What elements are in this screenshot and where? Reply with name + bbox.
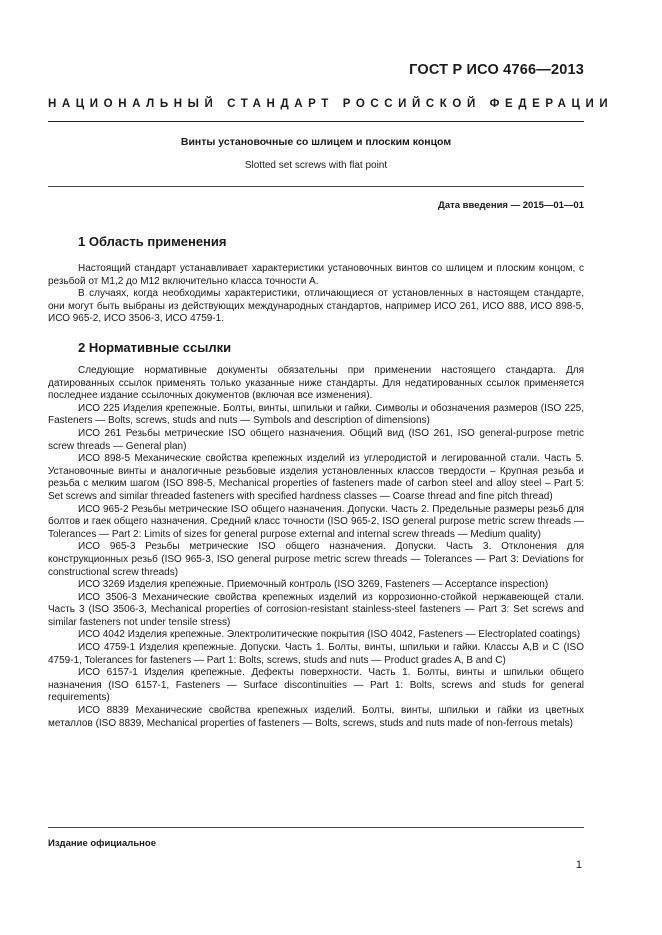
reference-item: ИСО 6157-1 Изделия крепежные. Дефекты поверхности. Часть 1. Болты, винты и шпильки общего назначения (ISO 6157-1, Fasteners — Surface discontinuities — Part 1: Bolts, screws and studs for general requirements): [48, 667, 584, 704]
paragraph: Настоящий стандарт устанавливает характеристики установочных винтов со шлицем и плоским концом, с резьбой от М1,2 до М12 включительно класса точности А.: [48, 263, 584, 287]
national-standard-heading: НАЦИОНАЛЬНЫЙ СТАНДАРТ РОССИЙСКОЙ ФЕДЕРАЦИИ: [48, 98, 614, 110]
page-number: 1: [575, 859, 582, 871]
reference-item: ИСО 225 Изделия крепежные. Болты, винты, шпильки и гайки. Символы и обозначения размеров (ISO 225, Fasteners — Bolts, screws, studs and nuts — Symbols and description of dimensions): [48, 402, 584, 427]
header-divider: [48, 121, 584, 122]
reference-item: ИСО 8839 Механические свойства крепежных изделий. Болты, винты, шпильки и гайки из цветных металлов (ISO 8839, Mechanical properties of fasteners — Bolts, screws, studs and nuts made of non-ferrous metals): [48, 705, 584, 729]
section-1-body: [48, 263, 584, 326]
paragraph: В случаях, когда необходимы характеристики, отличающиеся от установленных в настоящем стандарте, они могут быть выбраны из действующих международных стандартов, например ИСО 261, ИСО 888, ИСО 898-5, ИСО 965-2, ИСО 3506-3, ИСО 4759-1.: [48, 288, 584, 325]
introduction-date: Дата введения — 2015—01—01: [438, 200, 584, 211]
section-1-heading: 1 Область применения: [78, 234, 227, 249]
footer-divider: [48, 827, 584, 828]
section-2-body: [48, 365, 584, 730]
reference-item: ИСО 3269 Изделия крепежные. Приемочный контроль (ISO 3269, Fasteners — Acceptance inspection): [78, 579, 549, 591]
title-divider: [48, 186, 584, 187]
standard-number: ГОСТ Р ИСО 4766—2013: [409, 62, 584, 78]
reference-item: ИСО 898-5 Механические свойства крепежных изделий из углеродистой и легированной стали. Часть 5. Установочные винты и аналогичные резьбовые изделия установленных классов твердости – Крупная резьба и резьба с мелким шагом (ISO 898-5, Mechanical properties of fasteners made of carbon steel and alloy steel – Part 5: Set screws and similar threaded fasteners with specified hardness classes — Coarse thread and fine pitch thread): [48, 453, 584, 502]
document-title-ru: Винты установочные со шлицем и плоским концом: [180, 136, 452, 148]
reference-item: ИСО 3506-3 Механические свойства крепежных изделий из коррозионно-стойкой нержавеющей стали. Часть 3 (ISO 3506-3, Mechanical properties of corrosion-resistant stainless-steel fasteners — Part 3: Set screws and similar fasteners not under tensile stress): [48, 591, 584, 628]
reference-item: ИСО 965-3 Резьбы метрические ISO общего назначения. Допуски. Часть 3. Отклонения для конструкционных резьб (ISO 965-3, ISO general purpose metric screw threads — Tolerances — Part 3: Deviations for constructional screw threads): [48, 541, 584, 578]
reference-item: ИСО 4759-1 Изделия крепежные. Допуски. Часть 1. Болты, винты, шпильки и гайки. Классы A,B и C (ISO 4759-1, Tolerances for fasteners — Part 1: Bolts, screws, studs and nuts — Product grades A, B and C): [48, 642, 584, 666]
reference-item: ИСО 965-2 Резьбы метрические ISO общего назначения. Допуски. Часть 2. Предельные размеры резьб для болтов и гаек общего назначения. Средний класс точности (ISO 965-2, ISO general purpose metric screw threads — Tolerances — Part 2: Limits of sizes for general purpose external and internal screw threads — Medium quality): [48, 503, 584, 540]
document-title-en: Slotted set screws with flat point: [244, 160, 388, 171]
reference-item: ИСО 261 Резьбы метрические ISO общего назначения. Общий вид (ISO 261, ISO general-purpose metric screw threads — General plan): [48, 427, 584, 452]
paragraph: Следующие нормативные документы обязательны при применении настоящего стандарта. Для датированных ссылок применять только указанные ниже стандарты. Для недатированных ссылок применяется последнее издание ссылочных документов (включая все изменения).: [48, 365, 584, 402]
official-edition-label: Издание официальное: [48, 838, 156, 849]
section-2-heading: 2 Нормативные ссылки: [78, 340, 232, 355]
reference-item: ИСО 4042 Изделия крепежные. Электролитические покрытия (ISO 4042, Fasteners — Electroplated coatings): [78, 629, 581, 641]
